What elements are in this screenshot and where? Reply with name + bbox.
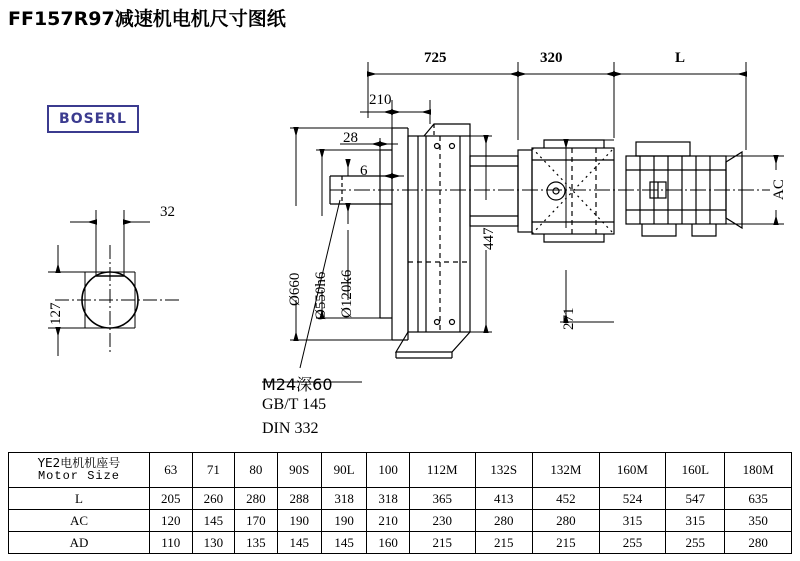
cell-AC-6: 230: [409, 510, 475, 532]
row-label-AD: AD: [9, 532, 150, 554]
dim-label-32: 32: [160, 204, 175, 220]
cell-L-8: 452: [533, 488, 600, 510]
cell-L-7: 413: [475, 488, 533, 510]
left-view: [55, 245, 180, 355]
adapter-section: [470, 150, 532, 232]
dim-label-L: L: [675, 50, 686, 66]
cell-AD-9: 255: [599, 532, 666, 554]
table-col-11: 180M: [725, 453, 792, 488]
cell-AC-8: 280: [533, 510, 600, 532]
cell-AD-6: 215: [409, 532, 475, 554]
cell-AC-9: 315: [599, 510, 666, 532]
cell-AC-4: 190: [321, 510, 367, 532]
table-col-0: 63: [150, 453, 193, 488]
cell-AC-5: 210: [367, 510, 410, 532]
cell-L-9: 524: [599, 488, 666, 510]
table-row: [9, 488, 792, 510]
table-col-8: 132M: [533, 453, 600, 488]
cell-AD-2: 135: [235, 532, 278, 554]
table-col-9: 160M: [599, 453, 666, 488]
secondary-gear-unit: [532, 140, 614, 242]
cell-AC-3: 190: [277, 510, 321, 532]
dim-L: [614, 62, 746, 150]
dim-label-AC: AC: [771, 179, 787, 200]
cell-L-6: 365: [409, 488, 475, 510]
dim-271: [560, 140, 614, 322]
cell-AC-7: 280: [475, 510, 533, 532]
dim-label-6: 6: [360, 163, 368, 179]
cell-AD-4: 145: [321, 532, 367, 554]
table-col-7: 132S: [475, 453, 533, 488]
table-col-4: 90L: [321, 453, 367, 488]
cell-AC-10: 315: [666, 510, 725, 532]
note-gbt145: GB/T 145: [262, 396, 327, 413]
cell-AD-0: 110: [150, 532, 193, 554]
table-col-6: 112M: [409, 453, 475, 488]
table-row: [9, 510, 792, 532]
cell-AD-5: 160: [367, 532, 410, 554]
dim-label-28: 28: [343, 130, 358, 146]
dim-320: [518, 62, 614, 138]
table-col-3: 90S: [277, 453, 321, 488]
dim-label-447: 447: [481, 227, 497, 250]
cell-AC-1: 145: [192, 510, 235, 532]
specification-table: [8, 452, 792, 554]
cell-AC-0: 120: [150, 510, 193, 532]
cell-AC-11: 350: [725, 510, 792, 532]
cell-L-1: 260: [192, 488, 235, 510]
cell-L-0: 205: [150, 488, 193, 510]
row-label-L: L: [9, 488, 150, 510]
cell-AD-10: 255: [666, 532, 725, 554]
table-col-2: 80: [235, 453, 278, 488]
cell-AD-11: 280: [725, 532, 792, 554]
cell-AD-7: 215: [475, 532, 533, 554]
page-title: FF157R97减速机电机尺寸图纸: [8, 8, 286, 30]
cell-L-2: 280: [235, 488, 278, 510]
dim-label-d120: Ø120k6: [339, 269, 355, 318]
dim-label-d550: Ø550h6: [313, 271, 329, 320]
note-m24: M24深60: [262, 375, 333, 394]
table-row: [9, 532, 792, 554]
cell-AD-3: 145: [277, 532, 321, 554]
table-col-5: 100: [367, 453, 410, 488]
table-header-label-cn: YE2电机机座号: [37, 456, 121, 471]
table-col-10: 160L: [666, 453, 725, 488]
table-col-1: 71: [192, 453, 235, 488]
motor: [626, 142, 742, 236]
dim-label-127: 127: [48, 302, 64, 325]
row-label-AC: AC: [9, 510, 150, 532]
cell-AD-8: 215: [533, 532, 600, 554]
dim-label-320: 320: [540, 50, 563, 66]
dim-label-d660: Ø660: [287, 272, 303, 306]
cell-L-11: 635: [725, 488, 792, 510]
cell-AC-2: 170: [235, 510, 278, 532]
dim-label-725: 725: [424, 50, 447, 66]
logo-text: BOSERL: [59, 111, 127, 127]
dim-32: [70, 210, 150, 276]
table-header-label-en: Motor Size: [37, 469, 120, 483]
gearbox-housing: [396, 124, 470, 358]
dim-label-210: 210: [369, 92, 392, 108]
cell-L-5: 318: [367, 488, 410, 510]
table-header-label: [9, 453, 150, 488]
cell-AD-1: 130: [192, 532, 235, 554]
cell-L-10: 547: [666, 488, 725, 510]
dim-label-271: 271: [561, 307, 577, 330]
cell-L-4: 318: [321, 488, 367, 510]
note-din332: DIN 332: [262, 420, 319, 437]
table-header-row: [9, 453, 792, 488]
cell-L-3: 288: [277, 488, 321, 510]
